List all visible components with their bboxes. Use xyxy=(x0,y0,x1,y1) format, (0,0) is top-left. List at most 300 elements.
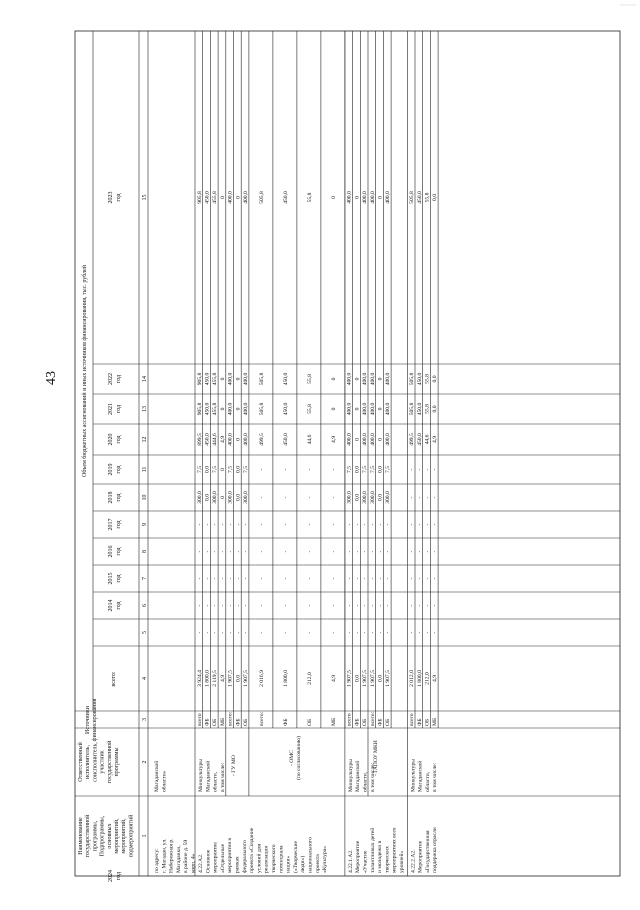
sub2-budget-row-value: - xyxy=(306,496,313,499)
header-total-label: всего: xyxy=(111,671,117,687)
budget-row-value: - xyxy=(346,604,353,607)
program-name-text: уровней» xyxy=(399,850,405,873)
header-name-cell: программы, xyxy=(92,820,99,852)
budget-row-value: - xyxy=(354,631,361,634)
responsible-text: в том числе: xyxy=(219,762,226,792)
budget-row-value: 455,8 xyxy=(212,402,219,416)
budget-row-total: 1 800,0 xyxy=(204,670,211,687)
sub-budget-row-value: 400,0 xyxy=(227,372,234,386)
sub-budget-row-value: 0 xyxy=(235,438,242,441)
budget-row-value: 505,8 xyxy=(409,191,416,204)
budget-row-value: 505,8 xyxy=(409,372,416,386)
sub-budget-row-value: 0,0 xyxy=(377,494,384,501)
sub-budget-row-value: 0 xyxy=(377,196,384,199)
budget-row-value: - xyxy=(204,604,211,607)
responsible-text: области, xyxy=(212,771,219,792)
funding-table xyxy=(75,31,620,882)
budget-row-total: 0,0 xyxy=(354,675,361,682)
budget-row-value: - xyxy=(204,631,211,634)
sub-budget-row-total: 1 907,5 xyxy=(385,670,392,687)
budget-row-value: - xyxy=(416,550,423,553)
sub-budget-row-value: - xyxy=(369,577,376,580)
sub-budget-row-value: - xyxy=(235,604,242,607)
program-name-text: «Государственная xyxy=(424,830,431,873)
column-number: 8 xyxy=(142,550,148,553)
budget-row-value: - xyxy=(212,604,219,607)
sub-budget-row-total: 1 907,5 xyxy=(369,670,376,687)
sub-budget-row-source: ФБ xyxy=(235,718,242,726)
sub-budget-row-value: 400,0 xyxy=(243,433,249,446)
sub-budget-row-source: ОБ xyxy=(243,718,249,726)
budget-row-value: - xyxy=(212,631,219,634)
budget-row-value: - xyxy=(409,468,416,471)
sub2-budget-row-value: - xyxy=(306,523,313,526)
budget-row-value: 444,6 xyxy=(212,433,219,446)
budget-row-value: - xyxy=(409,577,416,580)
budget-row-value: 499,5 xyxy=(409,433,416,446)
program-name-text: «Отдельные xyxy=(219,843,226,873)
program-name-text: Мероприятие xyxy=(355,840,362,873)
budget-row-value: - xyxy=(346,631,353,634)
program-name-text: и молодежи в xyxy=(377,840,384,873)
column-number: 4 xyxy=(142,677,148,680)
budget-row-value: - xyxy=(409,523,416,526)
sub-budget-row-value: - xyxy=(227,631,234,634)
program-name-text: национального xyxy=(307,837,314,873)
sub2-budget-row-value: - xyxy=(258,468,265,471)
budget-row-total: 4,9 xyxy=(219,675,226,682)
budget-row-value: - xyxy=(196,631,203,634)
sub-budget-row-value: - xyxy=(385,523,392,526)
budget-row-value: - xyxy=(432,631,439,634)
sub2-budget-row-value: 499,5 xyxy=(258,433,265,446)
budget-row-source: МБ xyxy=(432,717,439,726)
budget-row-value: - xyxy=(362,604,369,607)
sub-budget-row-value: 400,0 xyxy=(243,191,249,204)
sub-budget-row-value: - xyxy=(385,550,392,553)
budget-row-value: 400,0 xyxy=(346,402,353,416)
sub2-budget-row-value: - xyxy=(282,577,289,580)
sub-budget-row-value: 7,5 xyxy=(385,466,392,473)
budget-row-value: - xyxy=(196,550,203,553)
program-name-text: Основное xyxy=(205,849,212,873)
budget-row-value: - xyxy=(432,577,439,580)
program-name-text: люди») xyxy=(300,855,307,873)
sub-budget-row-value: - xyxy=(377,523,384,526)
budget-row-value: 7,5 xyxy=(362,466,369,473)
sub-budget-row-value: - xyxy=(235,631,242,634)
budget-row-value: - xyxy=(409,604,416,607)
budget-row-value: - xyxy=(204,550,211,553)
sub-budget-row-value: 400,0 xyxy=(369,372,376,386)
sub2-budget-row-value: - xyxy=(330,550,337,553)
budget-row-value: - xyxy=(416,496,423,499)
header-responsible-cell: государственной xyxy=(106,740,113,784)
column-number: 7 xyxy=(142,577,148,580)
responsible-text: области, xyxy=(424,771,431,792)
sub-budget-row-value: - xyxy=(369,604,376,607)
table-frame xyxy=(75,31,620,876)
header-year-word: год xyxy=(116,871,122,881)
sub-budget-row-value: 400,0 xyxy=(227,191,234,204)
column-number: 2 xyxy=(142,760,148,764)
budget-row-value: 0 xyxy=(354,438,361,441)
budget-row-source: ОБ xyxy=(362,718,369,726)
header-name-cell: мероприятий, xyxy=(121,818,128,854)
budget-row-value: 300,0 xyxy=(346,491,353,504)
header-responsible-cell: исполнитель, xyxy=(85,745,92,779)
column-number: 5 xyxy=(142,631,148,634)
program-name-text: в районе д. 59 xyxy=(183,839,190,873)
budget-row-value: 0 xyxy=(354,377,361,381)
column-number: 13 xyxy=(142,406,148,412)
budget-row-value: - xyxy=(409,550,416,553)
header-year-word: год xyxy=(116,193,122,202)
header-year: 2015 xyxy=(108,572,114,585)
sub2-budget-row-value: - xyxy=(330,604,337,607)
budget-row-value: - xyxy=(212,550,219,553)
sub-budget-row-value: - xyxy=(243,604,249,607)
budget-row-value: 0 xyxy=(354,407,361,411)
budget-row-total: 4,9 xyxy=(432,675,439,682)
budget-row-value: 0 xyxy=(219,377,226,381)
sub-budget-row-value: - xyxy=(377,631,384,634)
sub-budget-row-value: - xyxy=(369,523,376,526)
budget-row-value: - xyxy=(204,523,211,526)
budget-row-source: ФБ xyxy=(204,718,211,726)
header-name-cell: подмероприятий xyxy=(128,814,135,858)
budget-row-value: 455,8 xyxy=(212,191,219,204)
sub-budget-row-value: 0,0 xyxy=(377,466,384,473)
corner-mark xyxy=(620,2,636,8)
sub-budget-row-value: 400,0 xyxy=(243,402,249,416)
column-number: 10 xyxy=(142,494,148,501)
sub-budget-row-value: 0 xyxy=(235,196,242,199)
budget-row-value: 55,8 xyxy=(424,404,431,414)
sub-budget-row-value: 400,0 xyxy=(385,372,392,386)
header-name-cell: Наименование xyxy=(78,817,84,855)
budget-row-value: - xyxy=(424,550,431,553)
header-year: 2016 xyxy=(108,545,114,558)
sub2-budget-row-value: - xyxy=(330,631,337,634)
budget-row-value: - xyxy=(219,604,226,607)
budget-row-value: - xyxy=(212,523,219,526)
column-number: 9 xyxy=(142,523,148,526)
budget-row-value: 905,8 xyxy=(196,372,203,386)
program-name-text: г. Магадан, ул. xyxy=(161,838,168,873)
sub-budget-row-value: - xyxy=(243,523,249,526)
sub-budget-row-value: - xyxy=(377,550,384,553)
budget-row-total: 3 924,4 xyxy=(196,670,203,687)
sub2-budget-row-value: 450,0 xyxy=(282,191,289,204)
budget-row-value: 7,5 xyxy=(212,466,219,473)
program-name-text: рамках xyxy=(234,856,241,873)
header-year: 2021 xyxy=(108,403,114,415)
budget-row-value: - xyxy=(416,523,423,526)
responsible-text: Магаданской xyxy=(417,760,424,792)
sub-budget-row-value: 400,0 xyxy=(385,433,392,446)
program-name-text: («Творческие xyxy=(292,841,299,873)
program-name-text: мероприятие xyxy=(212,842,219,873)
sub-budget-row-total: 0,0 xyxy=(235,675,242,682)
budget-row-value: 899,5 xyxy=(196,433,203,446)
program-name-text: мероприятиях всех xyxy=(391,827,398,873)
sub-budget-row-value: - xyxy=(385,631,392,634)
header-funding-title: Объем бюджетных ассигнований и иных источников финансирования, тыс. рублей xyxy=(82,265,88,477)
budget-row-value: 450,0 xyxy=(204,402,211,416)
budget-row-value: 4,9 xyxy=(432,436,439,443)
program-name-text: творческих xyxy=(384,846,391,873)
sub2-budget-row-value: 44,6 xyxy=(306,434,313,445)
budget-row-value: 0,0 xyxy=(432,405,439,413)
header-year: 2020 xyxy=(108,433,114,446)
sub-budget-row-value: - xyxy=(385,577,392,580)
program-name-text: мероприятия в xyxy=(227,837,234,873)
sub-budget-row-value: 0 xyxy=(235,377,242,381)
program-name-text: 4.22.1.А2. xyxy=(347,849,354,873)
column-number: 3 xyxy=(142,718,148,721)
budget-row-value: - xyxy=(409,496,416,499)
program-name-text: талантливых детей xyxy=(369,827,376,873)
budget-row-source: ОБ xyxy=(212,718,219,726)
header-responsible-cell: соисполнитель, xyxy=(92,742,99,782)
budget-row-source: ФБ xyxy=(416,718,423,726)
sub-budget-row-value: - xyxy=(369,631,376,634)
sub2-budget-row-value: - xyxy=(258,631,265,634)
budget-row-value: - xyxy=(346,577,353,580)
budget-row-value: 0,0 xyxy=(354,466,361,473)
budget-row-value: - xyxy=(416,604,423,607)
budget-row-value: - xyxy=(196,577,203,580)
sub-budget-row-value: - xyxy=(385,604,392,607)
budget-row-value: - xyxy=(424,496,431,499)
sub2-budget-row-source: всего: xyxy=(258,711,265,726)
budget-row-source: всего xyxy=(196,713,203,726)
sub2-budget-row-value: - xyxy=(282,496,289,499)
program-name-text: проекта xyxy=(314,854,321,873)
sub-budget-row-value: - xyxy=(235,523,242,526)
sub2-budget-row-value: 505,8 xyxy=(258,402,265,416)
program-name-text: федерального xyxy=(241,840,248,873)
budget-row-total: 212,0 xyxy=(424,672,431,685)
header-name-cell: мероприятий, xyxy=(114,818,120,854)
program-name-text: Магаданки, xyxy=(175,845,182,873)
sub2-budget-row-value: - xyxy=(330,577,337,580)
sub2-budget-row-value: - xyxy=(282,523,289,526)
sub-budget-row-value: 300,0 xyxy=(369,491,376,504)
budget-row-value: - xyxy=(196,523,203,526)
sub-responsible-text: - ГАПОУ МКИ xyxy=(373,740,379,776)
budget-row-value: - xyxy=(416,468,423,471)
header-year: 2018 xyxy=(108,491,114,504)
budget-row-value: - xyxy=(416,577,423,580)
header-responsible-cell: программы xyxy=(114,747,120,777)
sub-budget-row-source: ФБ xyxy=(377,718,384,726)
budget-row-value: - xyxy=(432,550,439,553)
sub2-budget-row-value: - xyxy=(282,468,289,471)
budget-row-value: - xyxy=(362,631,369,634)
header-source-cell: Источники xyxy=(85,706,91,734)
budget-row-value: 400,0 xyxy=(362,433,369,446)
budget-row-source: ОБ xyxy=(424,718,431,726)
sub2-budget-row-value: 505,8 xyxy=(258,372,265,386)
budget-row-source: всего xyxy=(346,713,353,726)
sub-budget-row-value: - xyxy=(243,577,249,580)
header-year-word: год xyxy=(116,547,122,556)
budget-row-value: - xyxy=(362,577,369,580)
header-source-cell: финансирования xyxy=(92,698,98,742)
budget-row-value: 450,0 xyxy=(204,372,211,386)
sub-budget-row-source: всего: xyxy=(227,711,234,726)
budget-row-value: - xyxy=(424,604,431,607)
budget-row-value: 0 xyxy=(354,196,361,199)
sub-budget-row-value: 400,0 xyxy=(227,402,234,416)
column-number: 1 xyxy=(142,834,148,838)
sub2-budget-row-value: 450,0 xyxy=(282,372,289,386)
sub2-budget-row-value: - xyxy=(306,468,313,471)
budget-row-value: - xyxy=(432,496,439,499)
program-name-text: потенциала xyxy=(278,845,285,873)
sub-budget-row-value: 400,0 xyxy=(369,191,376,204)
budget-row-value: 0 xyxy=(219,407,226,411)
sub-budget-row-value: - xyxy=(243,550,249,553)
budget-row-value: 300,0 xyxy=(196,491,203,504)
budget-row-value: - xyxy=(212,577,219,580)
budget-row-total: 2 012,0 xyxy=(409,670,416,687)
budget-row-value: 7,5 xyxy=(346,466,353,473)
header-name-cell: основных xyxy=(106,823,113,849)
sub-budget-row-value: - xyxy=(235,577,242,580)
sub-budget-row-source: всего: xyxy=(369,711,376,726)
responsible-text: Минкультуры xyxy=(347,758,354,792)
sub2-budget-row-total: 212,0 xyxy=(306,672,313,685)
sub2-budget-row-value: - xyxy=(282,550,289,553)
sub-budget-row-value: 400,0 xyxy=(385,191,392,204)
sub2-budget-row-value: 505,8 xyxy=(258,191,265,204)
budget-row-value: - xyxy=(219,550,226,553)
sub2-budget-row-value: 55,8 xyxy=(306,404,313,414)
sub-budget-row-total: 1 907,5 xyxy=(243,670,249,687)
sub2-budget-row-total: 1 800,0 xyxy=(282,670,289,687)
sub-budget-row-value: 0,0 xyxy=(235,494,242,501)
sub2-budget-row-value: 0 xyxy=(330,196,337,199)
sub-responsible-text: - ГУ МО xyxy=(230,755,237,776)
program-name-text: 4.22.А2. xyxy=(198,853,204,873)
header-name-cell: Подпрограммы, xyxy=(99,815,106,857)
budget-row-value: - xyxy=(432,523,439,526)
sub-budget-row-total: 1 907,5 xyxy=(227,670,234,687)
program-name-text: Мероприятие xyxy=(417,840,424,873)
sub2-budget-row-value: - xyxy=(258,577,265,580)
budget-row-value: 400,0 xyxy=(362,372,369,386)
budget-row-value: - xyxy=(432,604,439,607)
sub-budget-row-source: ОБ xyxy=(385,718,392,726)
budget-row-value: 0,0 xyxy=(432,194,439,201)
sub2-budget-row-value: - xyxy=(306,577,313,580)
sub2-budget-row-value: 55,8 xyxy=(306,192,313,203)
budget-row-source: ФБ xyxy=(354,718,361,726)
header-year: 2023 xyxy=(108,191,114,204)
sub-budget-row-total: 0,0 xyxy=(377,675,384,682)
sub-budget-row-value: 0 xyxy=(377,438,384,441)
sub2-budget-row-value: - xyxy=(258,523,265,526)
header-year: 2022 xyxy=(108,373,114,385)
sub-budget-row-value: 400,0 xyxy=(385,402,392,416)
budget-row-value: 400,0 xyxy=(362,402,369,416)
sub-budget-row-value: - xyxy=(377,577,384,580)
program-name-text: нации» xyxy=(285,855,292,873)
header-year: 2017 xyxy=(108,518,114,531)
program-name-text: Набережная р. xyxy=(168,838,175,873)
responsible-text: в том числе: xyxy=(432,762,439,792)
budget-row-value: - xyxy=(432,468,439,471)
header-year-word: год xyxy=(116,404,122,414)
budget-row-value: - xyxy=(354,550,361,553)
sub2-budget-row-value: - xyxy=(330,496,337,499)
page-number: 43 xyxy=(44,371,59,385)
budget-row-value: - xyxy=(362,550,369,553)
sub2-budget-row-value: - xyxy=(258,550,265,553)
sub2-budget-row-total: 4,9 xyxy=(330,675,337,682)
budget-row-value: - xyxy=(346,550,353,553)
budget-row-value: - xyxy=(424,631,431,634)
sub-budget-row-value: - xyxy=(377,604,384,607)
budget-row-value: 0,0 xyxy=(432,375,439,383)
budget-row-value: 7,5 xyxy=(196,466,203,473)
sub-budget-row-value: 400,0 xyxy=(243,372,249,386)
sub-budget-row-value: 300,0 xyxy=(227,491,234,504)
sub-budget-row-value: 400,0 xyxy=(369,433,376,446)
responsible-text: Магаданской xyxy=(355,760,362,792)
responsible-text: Минкультуры xyxy=(198,758,204,792)
sub2-budget-row-value: 4,9 xyxy=(330,436,337,443)
sub2-budget-row-value: - xyxy=(306,631,313,634)
program-name-text: корп. 4» xyxy=(190,853,197,873)
sub-budget-row-value: 7,5 xyxy=(369,466,376,473)
header-year-word: год xyxy=(116,493,122,502)
sub-budget-row-value: 7,5 xyxy=(243,466,249,473)
responsible-text: области» xyxy=(161,770,168,792)
sub-budget-row-value: 0 xyxy=(235,407,242,411)
responsible-text: области, xyxy=(362,771,369,792)
column-number: 6 xyxy=(142,604,148,607)
column-number: 11 xyxy=(142,466,148,473)
budget-row-value: 905,8 xyxy=(196,402,203,416)
sub-budget-row-value: - xyxy=(227,550,234,553)
column-number: 12 xyxy=(142,436,148,443)
budget-row-total: 1 907,5 xyxy=(346,670,353,687)
sub-budget-row-value: 7,5 xyxy=(227,466,234,473)
budget-row-value: - xyxy=(424,577,431,580)
budget-row-value: 0,0 xyxy=(354,494,361,501)
budget-row-value: 44,6 xyxy=(424,434,431,445)
budget-row-total: 2 119,5 xyxy=(212,670,219,687)
budget-row-value: 505,8 xyxy=(409,402,416,416)
header-year-word: год xyxy=(116,435,122,444)
budget-row-value: 4,9 xyxy=(219,436,226,443)
budget-row-value: 905,8 xyxy=(196,191,203,204)
budget-row-source: МБ xyxy=(219,717,226,726)
header-year-word: год xyxy=(116,465,122,474)
sub2-budget-row-value: 0 xyxy=(330,377,337,381)
budget-row-value: 55,8 xyxy=(424,192,431,203)
header-year: 2019 xyxy=(108,463,114,476)
program-name-text: по адресу: xyxy=(154,848,160,873)
sub2-budget-row-source: ОБ xyxy=(306,718,313,726)
budget-row-value: - xyxy=(424,523,431,526)
responsible-text: в том числе: xyxy=(369,762,376,792)
responsible-text: Магаданской xyxy=(154,760,160,792)
